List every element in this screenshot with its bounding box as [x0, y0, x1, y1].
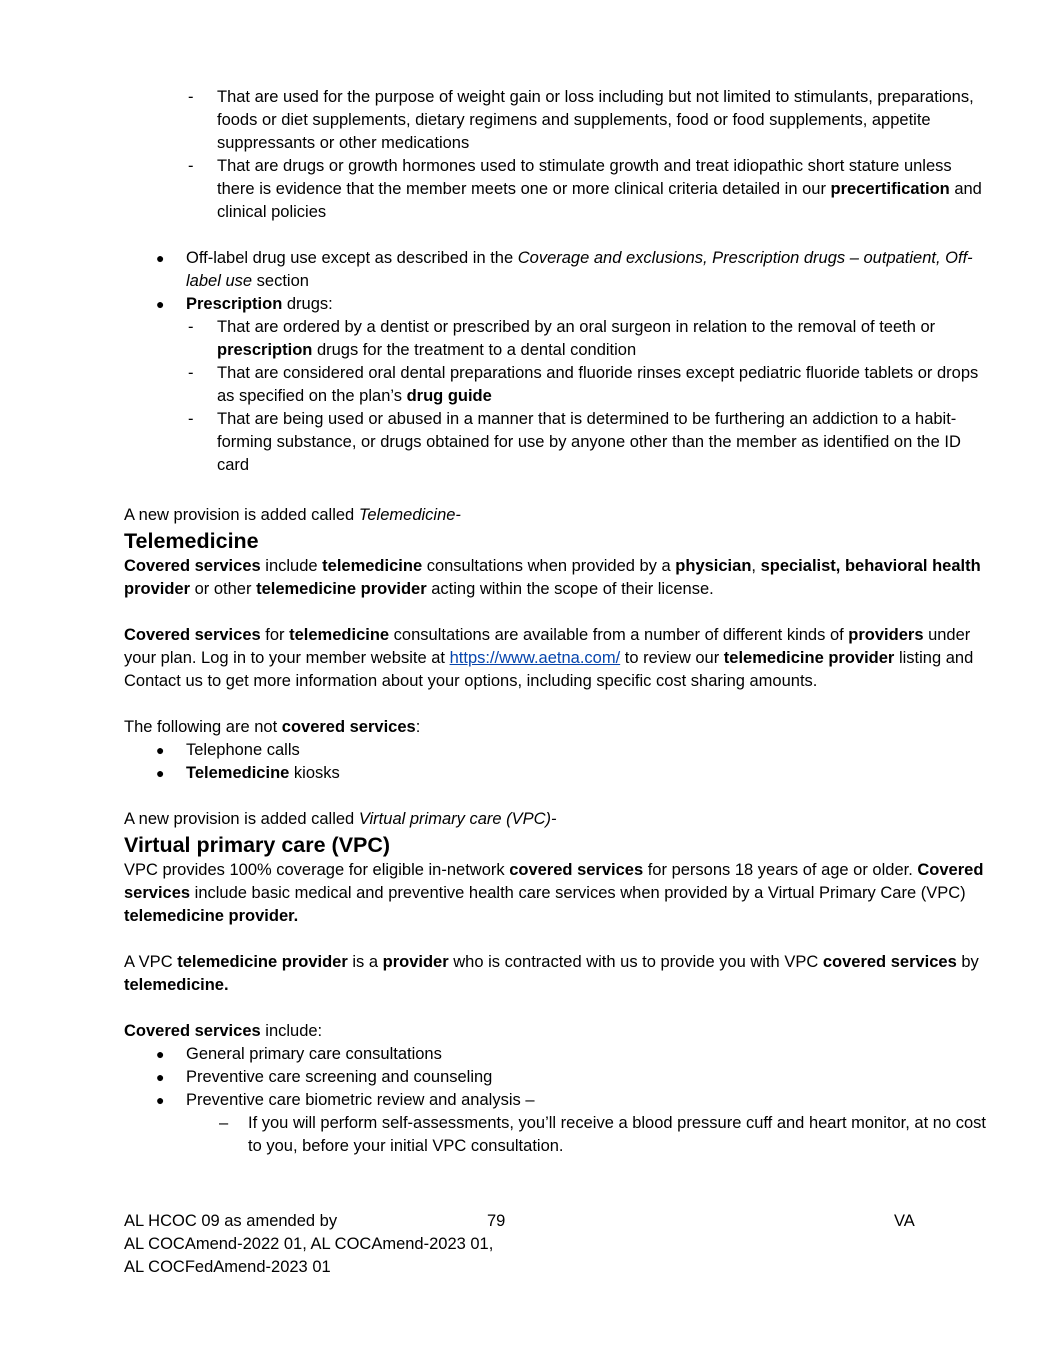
text: include: [260, 557, 323, 575]
bold-term: covered services: [822, 953, 957, 971]
list-item-text: and clinical policies: [217, 180, 982, 221]
dash-marker: –: [219, 1114, 229, 1132]
bold-term: telemedicine provider: [177, 953, 348, 971]
bold-term: physician: [675, 557, 752, 575]
text: section: [252, 272, 309, 290]
bullet-marker: ●: [156, 1046, 165, 1062]
text: for persons 18 years of age or older.: [643, 861, 918, 879]
telemedicine-heading: Telemedicine: [124, 529, 259, 553]
bold-term: provider: [382, 953, 449, 971]
text: drugs for the treatment to a dental condition: [312, 341, 637, 359]
dash-marker: -: [188, 88, 194, 106]
page-number: 79: [487, 1212, 506, 1230]
bold-term: specialist, behavioral health provider: [124, 557, 981, 598]
list-item: [156, 739, 990, 762]
vpc-heading: Virtual primary care (VPC): [124, 833, 391, 857]
text: That are being used or abused in a manner that is determined to be furthering an addiction to a habit-forming substance, or drugs obtained for use by anyone other than the member as identified on the ID card: [217, 410, 961, 474]
bold-term: Telemedicine: [186, 764, 290, 782]
bold-term: covered services: [281, 718, 416, 736]
list-item: [156, 1066, 990, 1089]
list-item: [188, 155, 990, 224]
text: That are ordered by a dentist or prescribed by an oral surgeon in relation to the removal of teeth or: [217, 318, 936, 336]
bold-term: telemedicine: [322, 557, 423, 575]
dash-marker: -: [188, 364, 194, 382]
text: by: [956, 953, 979, 971]
list-item: [188, 362, 990, 408]
text: who is contracted with us to provide you with VPC: [448, 953, 823, 971]
footer-amendments: AL COCFedAmend-2023 01: [124, 1258, 331, 1276]
vpc-paragraph-2: [124, 951, 990, 997]
list-item: [156, 1043, 990, 1066]
text: include basic medical and preventive health care services when provided by a Virtual Primary Care (VPC): [190, 884, 966, 902]
text: A new provision is added called: [124, 810, 359, 828]
page-footer: [124, 1210, 990, 1279]
bold-term: precertification: [830, 180, 950, 198]
bold-term: telemedicine provider.: [124, 907, 299, 925]
bold-term: telemedicine.: [124, 976, 229, 994]
footer-state: VA: [894, 1212, 915, 1230]
bold-term: Covered services: [124, 557, 261, 575]
text: That are considered oral dental preparations and fluoride rinses except pediatric fluoride tablets or drops as specified on the plan’s: [217, 364, 979, 405]
list-item: [156, 1089, 990, 1112]
text: ,: [751, 557, 761, 575]
italic-text: Virtual primary care (VPC)-: [358, 810, 557, 828]
footer-form-id: AL HCOC 09 as amended by: [124, 1212, 338, 1230]
text: A new provision is added called: [124, 506, 359, 524]
text: Preventive care screening and counseling: [186, 1068, 493, 1086]
document-page: [124, 86, 990, 1158]
list-item: [188, 86, 990, 155]
bold-term: Covered services: [124, 626, 261, 644]
text: acting within the scope of their license.: [426, 580, 714, 598]
sub-list-item: [219, 1112, 990, 1158]
text: is a: [347, 953, 383, 971]
text: If you will perform self-assessments, you’ll receive a blood pressure cuff and heart monitor, at no cost to you, before your initial VPC consultation.: [248, 1114, 986, 1155]
text: kiosks: [289, 764, 340, 782]
footer-amendments: AL COCAmend-2022 01, AL COCAmend-2023 01,: [124, 1235, 494, 1253]
bold-term: prescription: [217, 341, 313, 359]
text: consultations are available from a number of different kinds of: [389, 626, 849, 644]
text: listing and Contact us to get more information about your options, including specific cost sharing amounts.: [124, 649, 974, 690]
dash-marker: -: [188, 410, 194, 428]
list-item-text: That are used for the purpose of weight gain or loss including but not limited to stimulants, preparations, foods or diet supplements, dietary regimens and supplements, food or food supplements, appetite suppressants or other medications: [217, 88, 974, 152]
list-item: [188, 408, 990, 477]
text: The following are not: [124, 718, 282, 736]
section-reference: Coverage and exclusions, Prescription drugs – outpatient, Off-label use: [186, 249, 973, 290]
not-covered-intro: [124, 716, 990, 739]
bold-term: drug guide: [406, 387, 492, 405]
bullet-marker: ●: [156, 742, 165, 758]
bold-term: providers: [848, 626, 924, 644]
telemedicine-paragraph-1: [124, 555, 990, 601]
bold-term: covered services: [509, 861, 644, 879]
covered-services-intro: [124, 1020, 990, 1043]
bullet-marker: ●: [156, 1069, 165, 1085]
telemedicine-paragraph-2: [124, 624, 990, 693]
bullet-marker: ●: [156, 250, 165, 266]
text: :: [415, 718, 421, 736]
telemedicine-intro: [124, 504, 990, 527]
bullet-marker: ●: [156, 765, 165, 781]
text: General primary care consultations: [186, 1045, 442, 1063]
text: to review our: [620, 649, 724, 667]
text: Off-label drug use except as described in the: [186, 249, 518, 267]
vpc-paragraph-1: [124, 859, 990, 928]
text: or other: [190, 580, 257, 598]
bold-term: Prescription: [186, 295, 283, 313]
bullet-marker: ●: [156, 1092, 165, 1108]
text: Telephone calls: [186, 741, 300, 759]
text: drugs:: [282, 295, 333, 313]
text: for: [260, 626, 290, 644]
text: consultations when provided by a: [422, 557, 676, 575]
dash-marker: -: [188, 157, 194, 175]
list-item: [188, 316, 990, 362]
bullet-item-prescription: [156, 293, 990, 316]
bold-term: Covered services: [124, 1022, 261, 1040]
bold-term: telemedicine: [289, 626, 390, 644]
aetna-website-link[interactable]: https://www.aetna.com/: [449, 649, 621, 667]
text: include:: [260, 1022, 323, 1040]
bullet-marker: ●: [156, 296, 165, 312]
italic-text: Telemedicine-: [358, 506, 461, 524]
list-item: [156, 762, 990, 785]
bold-term: telemedicine provider: [256, 580, 427, 598]
text: VPC provides 100% coverage for eligible in-network: [124, 861, 510, 879]
bold-term: telemedicine provider: [723, 649, 895, 667]
text: Preventive care biometric review and analysis –: [186, 1091, 535, 1109]
bullet-item-offlabel: [156, 247, 990, 293]
list-item-text: That are drugs or growth hormones used to stimulate growth and treat idiopathic short stature unless there is evidence that the member meets one or more clinical criteria detailed in our: [217, 157, 952, 198]
bold-term: Covered services: [124, 861, 984, 902]
vpc-intro: [124, 808, 990, 831]
text: under your plan. Log in to your member website at: [124, 626, 971, 667]
dash-marker: -: [188, 318, 194, 336]
text: A VPC: [124, 953, 178, 971]
